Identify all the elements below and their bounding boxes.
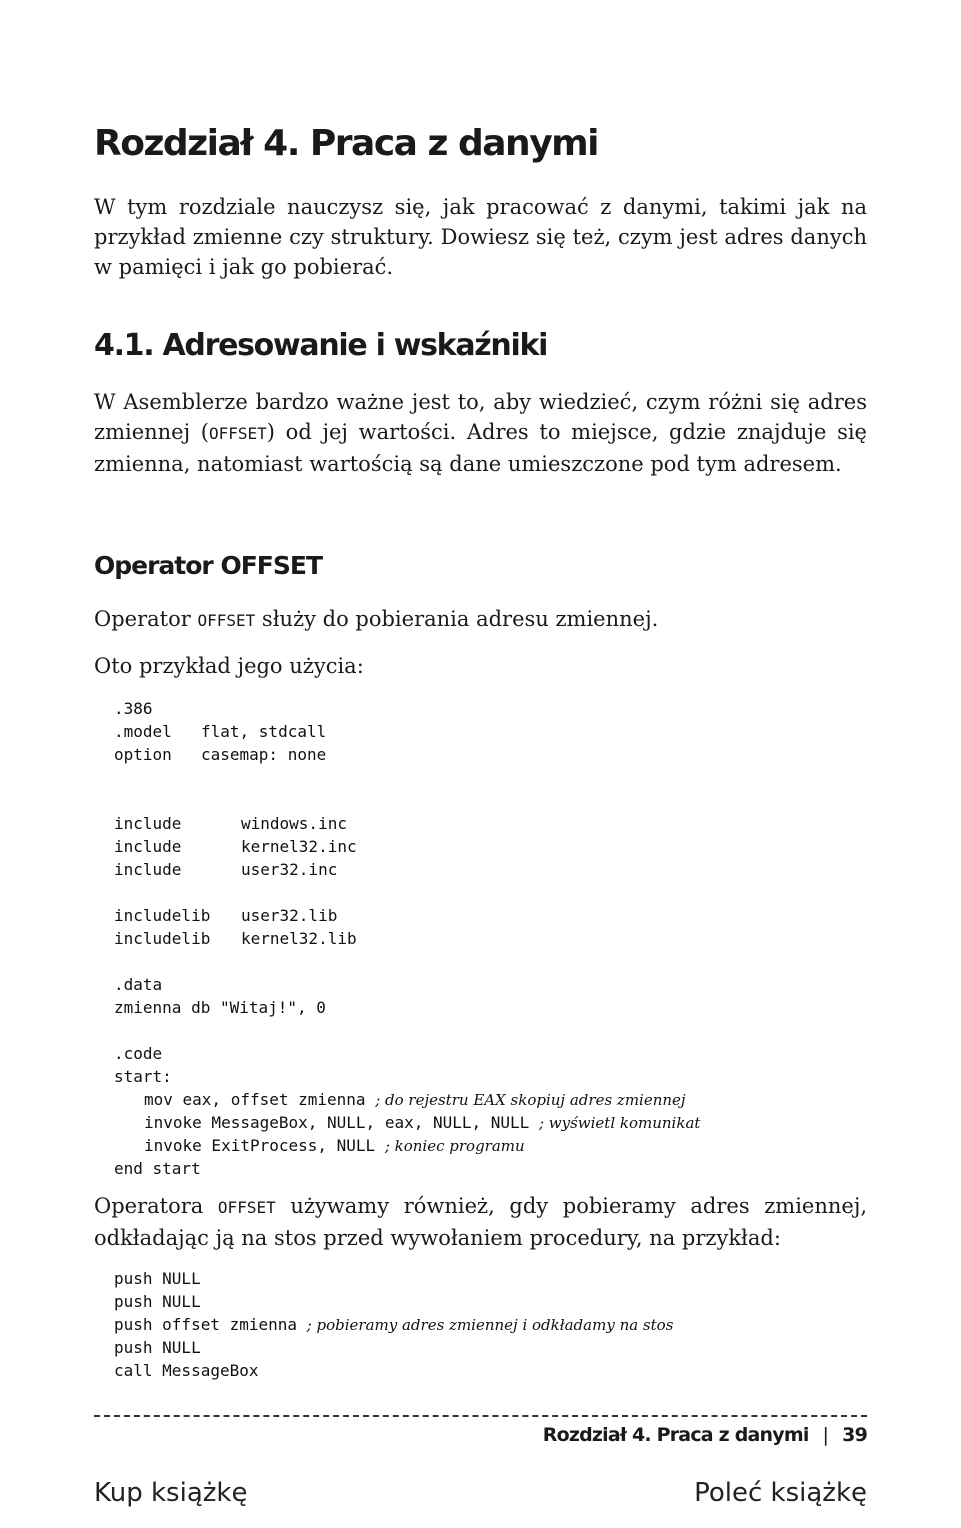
running-footer bbox=[543, 1424, 867, 1446]
chapter-title: Rozdział 4. Praca z danymi bbox=[94, 123, 599, 164]
code-line bbox=[114, 835, 700, 858]
code-keyword: include bbox=[114, 860, 182, 879]
code-blank-line bbox=[114, 789, 700, 812]
code-line bbox=[114, 927, 700, 950]
code-keyword: include bbox=[114, 837, 182, 856]
inline-code-offset: OFFSET bbox=[217, 1198, 276, 1217]
code-line bbox=[114, 812, 700, 835]
code-statement: mov eax, offset zmienna bbox=[144, 1090, 366, 1109]
code-line: .386 bbox=[114, 699, 153, 718]
code-keyword: include bbox=[114, 814, 182, 833]
code-blank-line bbox=[114, 766, 700, 789]
code-listing-2 bbox=[114, 1267, 673, 1382]
inline-code-offset: OFFSET bbox=[209, 424, 267, 443]
footer-divider bbox=[94, 1415, 867, 1417]
operator-paragraph-text-2: służy do pobierania adresu zmiennej. bbox=[255, 607, 659, 631]
code-line bbox=[114, 1134, 700, 1157]
footer-separator: | bbox=[822, 1424, 829, 1446]
recommend-book-link[interactable]: Poleć książkę bbox=[694, 1478, 867, 1508]
page-number: 39 bbox=[842, 1424, 867, 1446]
code-line: push NULL bbox=[114, 1292, 201, 1311]
code-line bbox=[114, 1313, 673, 1336]
code-line: .code bbox=[114, 1044, 163, 1063]
subsection-title: Operator OFFSET bbox=[94, 551, 323, 580]
code-arg: kernel32.inc bbox=[241, 837, 357, 856]
operator-paragraph bbox=[94, 604, 867, 636]
code-arg: user32.inc bbox=[241, 860, 338, 879]
code-blank-line bbox=[114, 881, 700, 904]
section-paragraph-text-1: W Asemblerze bardzo ważne jest to, aby wiedzieć, czym różni się adres zmiennej ( bbox=[94, 390, 867, 444]
code-statement: push offset zmienna bbox=[114, 1315, 298, 1334]
code-line: start: bbox=[114, 1067, 172, 1086]
code-comment: ; pobieramy adres zmiennej i odkładamy na stos bbox=[306, 1316, 674, 1334]
code-statement: invoke MessageBox, NULL, eax, NULL, NULL bbox=[144, 1113, 530, 1132]
code-blank-line bbox=[114, 1019, 700, 1042]
code-line bbox=[114, 858, 700, 881]
footer-chapter-title: Rozdział 4. Praca z danymi bbox=[542, 1424, 809, 1446]
code-blank-line bbox=[114, 950, 700, 973]
code-statement: invoke ExitProcess, NULL bbox=[144, 1136, 376, 1155]
code-line: .data bbox=[114, 975, 163, 994]
intro-paragraph: W tym rozdziale nauczysz się, jak pracować z danymi, takimi jak na przykład zmienne czy struktury. Dowiesz się też, czym jest adres danych w pamięci i jak go pobierać. bbox=[94, 195, 867, 279]
buy-book-link[interactable]: Kup książkę bbox=[94, 1478, 248, 1508]
code-comment: ; wyświetl komunikat bbox=[538, 1114, 701, 1132]
code-comment: ; do rejestru EAX skopiuj adres zmiennej bbox=[375, 1091, 686, 1109]
code-line: end start bbox=[114, 1159, 201, 1178]
code-line bbox=[114, 743, 700, 766]
section-paragraph bbox=[94, 387, 867, 479]
code-comment: ; koniec programu bbox=[384, 1137, 525, 1155]
code-keyword: option bbox=[114, 745, 172, 764]
example-intro-paragraph: Oto przykład jego użycia: bbox=[94, 654, 364, 678]
code-line: push NULL bbox=[114, 1269, 201, 1288]
section-title: 4.1. Adresowanie i wskaźniki bbox=[94, 328, 548, 363]
code-keyword: includelib bbox=[114, 906, 211, 925]
code-line bbox=[114, 904, 700, 927]
section-paragraph-text-2: ) od jej wartości. Adres to miejsce, gdzie znajduje się zmienna, natomiast wartością są dane umieszczone pod tym adresem. bbox=[94, 420, 867, 476]
code-line bbox=[114, 720, 700, 743]
code-arg: windows.inc bbox=[241, 814, 347, 833]
code-line: zmienna db "Witaj!", 0 bbox=[114, 998, 326, 1017]
code-line bbox=[114, 1111, 700, 1134]
code-arg: casemap: none bbox=[201, 745, 327, 764]
code-line bbox=[114, 1088, 700, 1111]
code-line: call MessageBox bbox=[114, 1361, 259, 1380]
code-arg: flat, stdcall bbox=[201, 722, 327, 741]
code-keyword: .model bbox=[114, 722, 172, 741]
code-keyword: includelib bbox=[114, 929, 211, 948]
inline-code-offset: OFFSET bbox=[197, 611, 256, 630]
code-arg: user32.lib bbox=[241, 906, 338, 925]
push-paragraph bbox=[94, 1191, 867, 1253]
code-arg: kernel32.lib bbox=[241, 929, 357, 948]
operator-paragraph-text-1: Operator bbox=[94, 607, 198, 631]
push-paragraph-text-1: Operatora bbox=[94, 1194, 218, 1218]
code-listing-1 bbox=[114, 697, 700, 1180]
code-line: push NULL bbox=[114, 1338, 201, 1357]
push-paragraph-text-2: używamy również, gdy pobieramy adres zmiennej, odkładając ją na stos przed wywołaniem procedury, na przykład: bbox=[94, 1194, 868, 1250]
